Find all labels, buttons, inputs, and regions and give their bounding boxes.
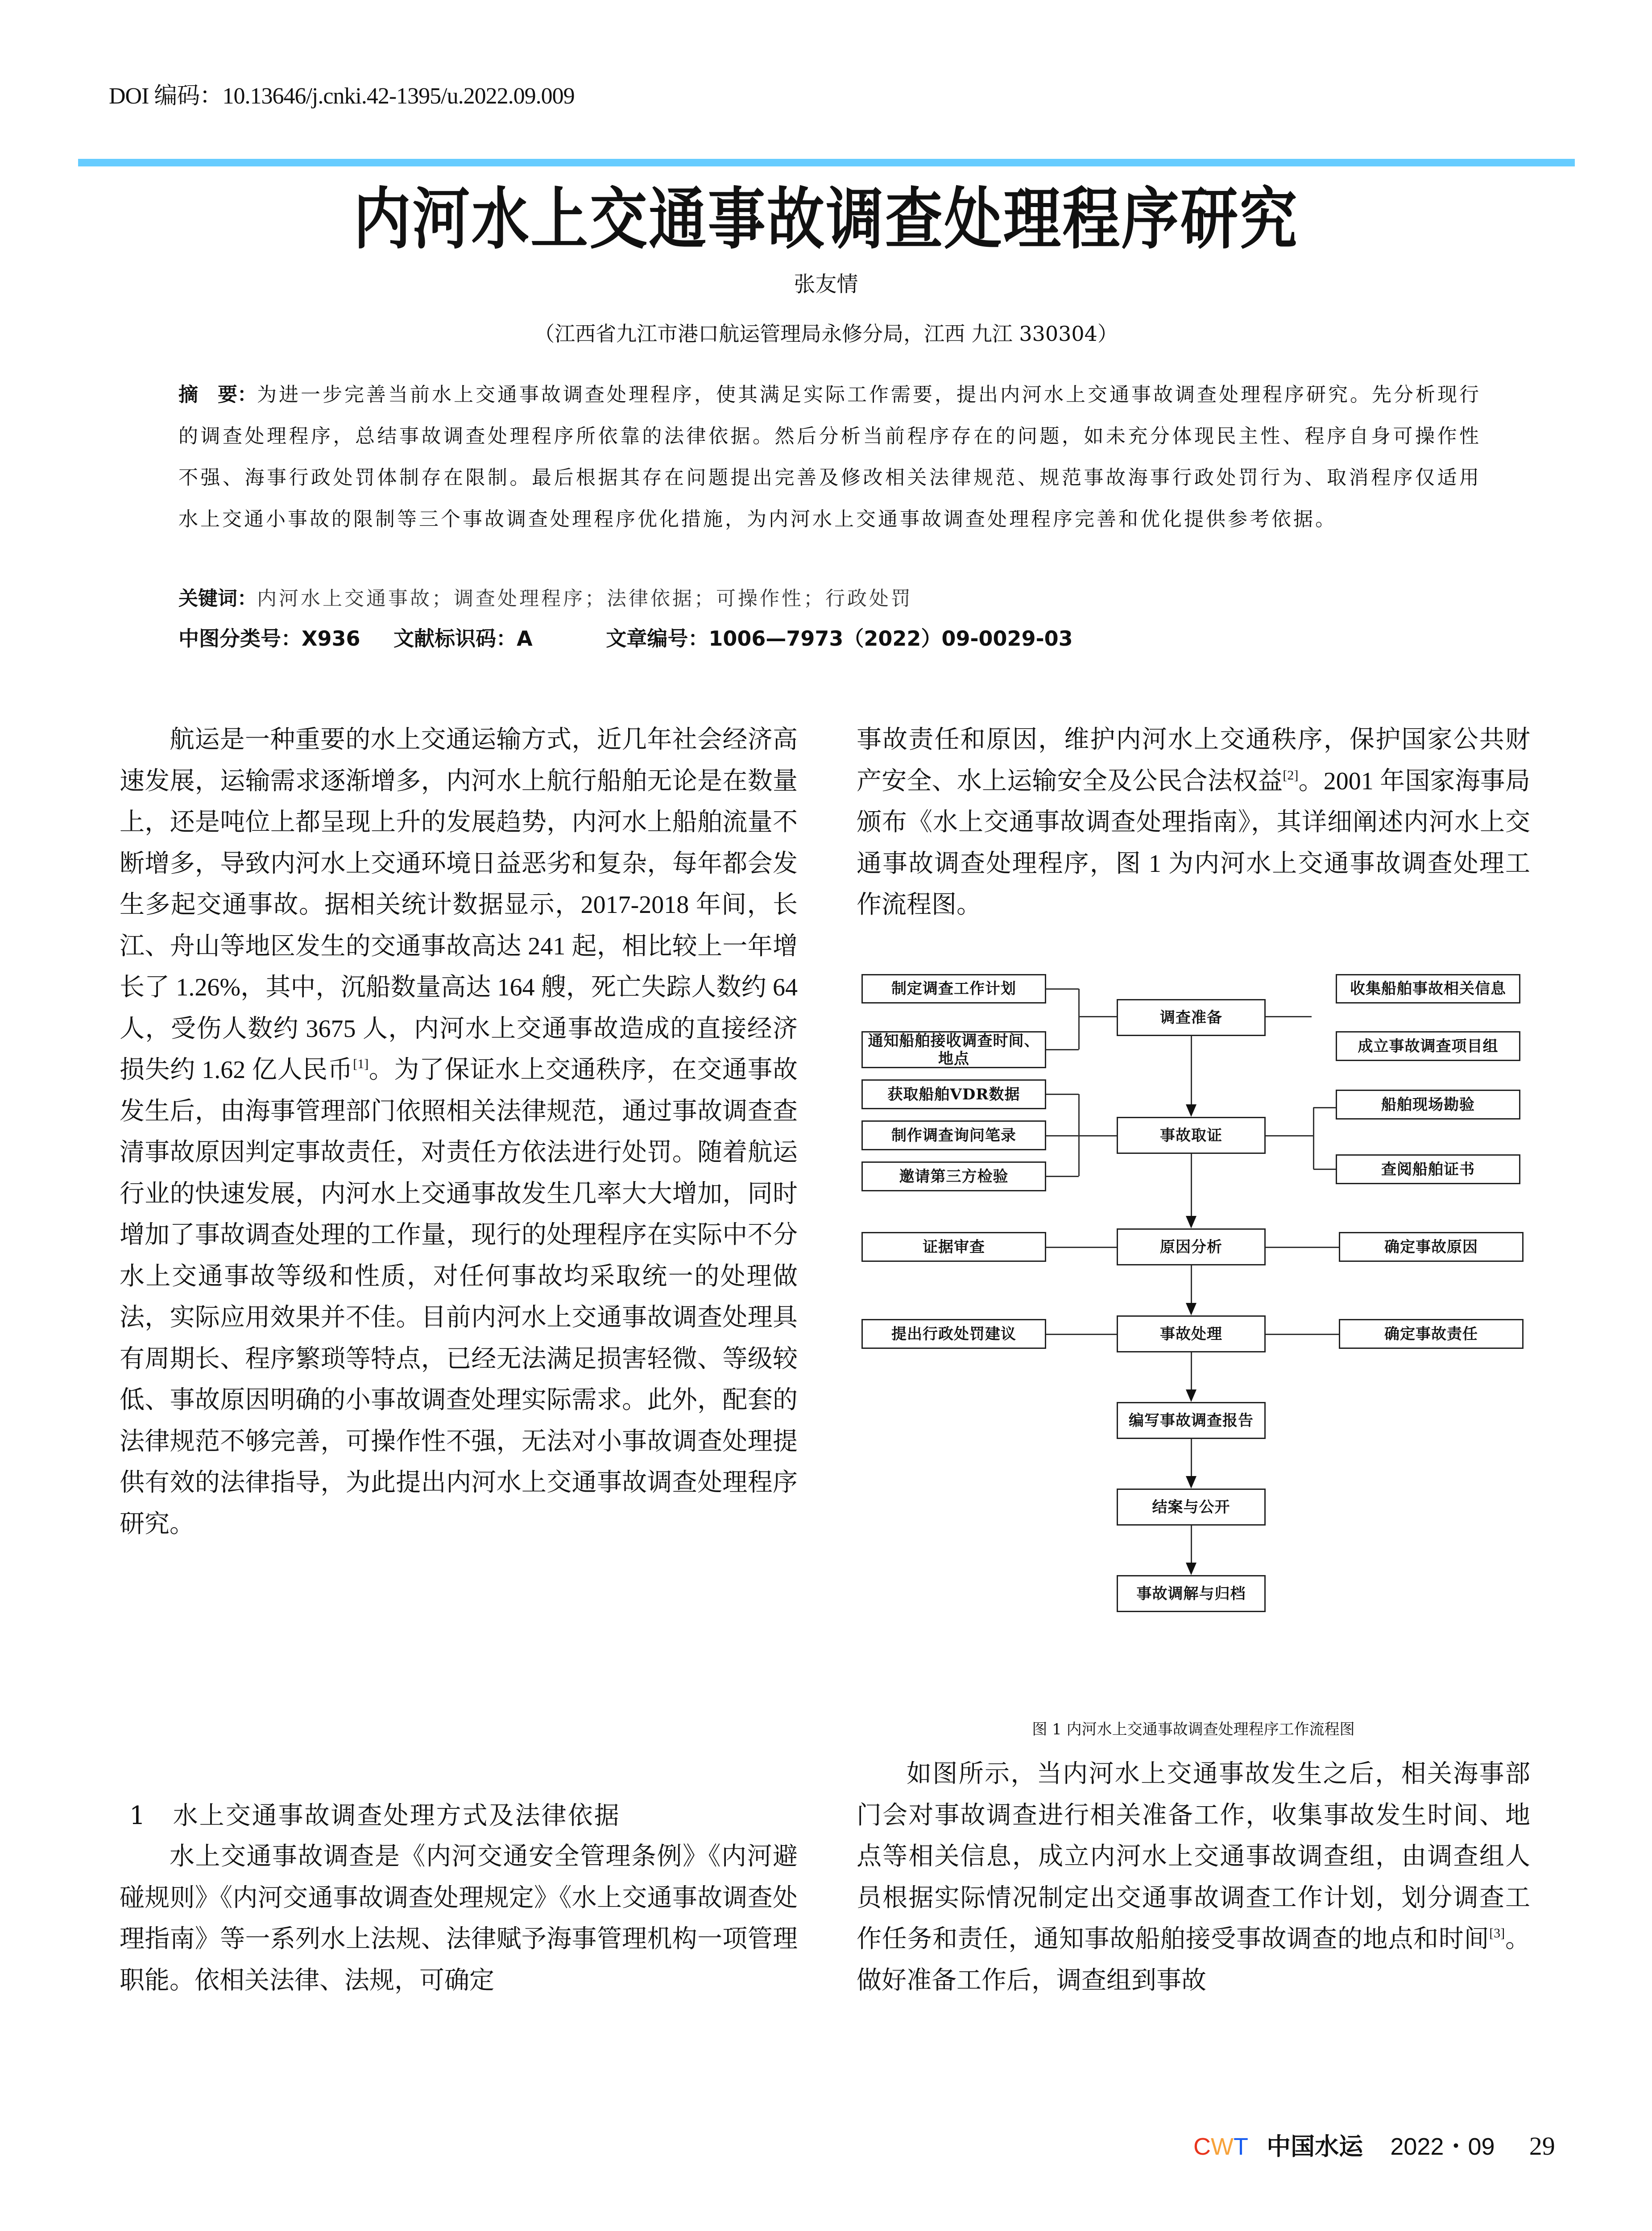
right-text-b: 。2001 年国家海事局颁布《水上交通事故调查处理指南》，其详细阐述内河水上交通事故调查处理程序，图 1 为内河水上交通事故调查处理工作流程图。 xyxy=(857,767,1531,919)
connector-line xyxy=(1266,1247,1339,1248)
flow-step-4: 事故处理 xyxy=(1117,1315,1266,1352)
handling-right: 确定事故责任 xyxy=(1339,1319,1524,1349)
connector-line xyxy=(1046,1049,1079,1050)
left-column-section1 xyxy=(120,1836,798,2001)
flow-step-7: 事故调解与归档 xyxy=(1117,1575,1266,1612)
connector-line xyxy=(1079,1016,1117,1017)
doi-value[interactable]: 10.13646/j.cnki.42-1395/u.2022.09.009 xyxy=(222,83,575,109)
flow-step-5: 编写事故调查报告 xyxy=(1117,1402,1266,1439)
flow-step-2: 事故取证 xyxy=(1117,1117,1266,1154)
magazine-name: 中国水运 xyxy=(1267,2132,1363,2161)
analysis-right: 确定事故原因 xyxy=(1339,1232,1524,1262)
evidence-left-2: 制作调查询问笔录 xyxy=(861,1120,1046,1150)
intro-text: 航运是一种重要的水上交通运输方式，近几年社会经济高速发展，运输需求逐渐增多，内河水上航行船舶无论是在数量上，还是吨位上都呈现上升的发展趋势，内河水上船舶流量不断增多，导致内河水上交通环境日益恶劣和复杂，每年都会发生多起交通事故。据相关统计数据显示，2017-2018 年间，长江、舟山等地区发生的交通事故高达 241 起，相比较上一年增长了 1.26%，其中，沉船数量高达 164 艘，死亡失踪人数约 64 人，受伤人数约 3675 人，内河水上交通事故造成的直接经济损失约 1.62 亿人民币 xyxy=(120,726,798,1084)
keywords-text: 内河水上交通事故；调查处理程序；法律依据；可操作性；行政处罚 xyxy=(257,587,913,610)
connector-line xyxy=(1046,1094,1079,1095)
abstract-label: 摘 要： xyxy=(178,383,257,406)
prep-right-1: 收集船舶事故相关信息 xyxy=(1336,974,1520,1004)
logo-letter-w: W xyxy=(1211,2133,1234,2160)
keywords-label: 关键词： xyxy=(178,587,257,610)
doc-code-label: 文献标识码： xyxy=(393,626,517,651)
logo-letter-t: T xyxy=(1233,2133,1248,2160)
after-fig-text-b: 。做好准备工作后，调查组到事故 xyxy=(857,1925,1531,1995)
section1-paragraph: 水上交通事故调查是《内河交通安全管理条例》《内河避碰规则》《内河交通事故调查处理规定》《水上交通事故调查处理指南》等一系列水上法规、法律赋予海事管理机构一项管理职能。依相关法律、法规，可确定 xyxy=(120,1843,798,1995)
connector-line xyxy=(1313,1169,1336,1170)
flow-step-3: 原因分析 xyxy=(1117,1228,1266,1265)
classification-line xyxy=(178,622,1100,652)
right-column-top xyxy=(857,719,1530,926)
arrow-down-icon xyxy=(1186,1563,1197,1575)
prep-right-2: 成立事故调查项目组 xyxy=(1336,1031,1520,1061)
connector-line xyxy=(1046,1135,1117,1136)
arrow-down-icon xyxy=(1186,1476,1197,1489)
clc-value: X936 xyxy=(302,626,360,651)
arrow-down-icon xyxy=(1186,1389,1197,1402)
doi-line xyxy=(109,77,575,110)
connector-line xyxy=(1266,1016,1312,1017)
connector-line xyxy=(1078,989,1080,1049)
clc-code xyxy=(178,626,360,651)
logo-letter-c: C xyxy=(1193,2133,1211,2160)
flow-line xyxy=(1191,1462,1192,1477)
connector-line xyxy=(1046,1247,1117,1248)
flow-line xyxy=(1191,1289,1192,1304)
flow-line xyxy=(1191,1548,1192,1563)
connector-line xyxy=(1266,1334,1339,1335)
abstract-text: 为进一步完善当前水上交通事故调查处理程序，使其满足实际工作需要，提出内河水上交通事故调查处理程序研究。先分析现行的调查处理程序，总结事故调查处理程序所依靠的法律依据。然后分析当前程序存在的问题，如未充分体现民主性、程序自身可操作性不强、海事行政处罚体制存在限制。最后根据其存在问题提出完善及修改相关法律规范、规范事故海事行政处罚行为、取消程序仅适用水上交通小事故的限制等三个事故调查处理程序优化措施，为内河水上交通事故调查处理程序完善和优化提供参考依据。 xyxy=(178,383,1481,531)
doi-label: DOI 编码： xyxy=(109,83,223,109)
flow-line xyxy=(1191,1090,1192,1105)
intro-text-cont: 。为了保证水上交通秩序，在交通事故发生后，由海事管理部门依照相关法律规范，通过事故调查查清事故原因判定事故责任，对责任方依法进行处罚。随着航运行业的快速发展，内河水上交通事故发生几率大大增加，同时增加了事故调查处理的工作量，现行的处理程序在实际中不分水上交通事故等级和性质，对任何事故均采取统一的处理做法，实际应用效果并不佳。目前内河水上交通事故调查处理具有周期长、程序繁琐等特点，已经无法满足损害轻微、等级较低、事故原因明确的小事故调查处理实际需求。此外，配套的法律规范不够完善，可操作性不强，无法对小事故调查处理提供有效的法律指导，为此提出内河水上交通事故调查处理程序研究。 xyxy=(120,1056,798,1538)
citation-3[interactable]: [3] xyxy=(1489,1926,1505,1941)
right-paragraph-top xyxy=(857,719,1530,926)
evidence-left-3: 邀请第三方检验 xyxy=(861,1161,1046,1191)
arrow-down-icon xyxy=(1186,1303,1197,1315)
analysis-left: 证据审查 xyxy=(861,1232,1046,1262)
connector-line xyxy=(1266,1135,1313,1136)
issue-date: 2022・09 xyxy=(1390,2133,1495,2160)
right-column-bottom xyxy=(857,1754,1530,2001)
author-affiliation: （江西省九江市港口航运管理局永修分局，江西 九江 330304） xyxy=(534,322,1118,346)
flow-step-1: 调查准备 xyxy=(1117,999,1266,1036)
after-figure-paragraph xyxy=(857,1754,1530,2001)
figure-caption: 图 1 内河水上交通事故调查处理程序工作流程图 xyxy=(1032,1721,1355,1738)
citation-1[interactable]: [1] xyxy=(353,1057,369,1071)
right-text-a: 事故责任和原因，维护内河水上交通秩序，保护国家公共财产安全、水上运输安全及公民合法权益 xyxy=(857,726,1530,795)
cwt-logo xyxy=(1193,2133,1248,2160)
left-column-intro xyxy=(120,719,798,1545)
abstract xyxy=(178,374,1481,540)
prep-left-2: 通知船舶接收调查时间、地点 xyxy=(861,1031,1046,1068)
connector-line xyxy=(1046,1334,1117,1335)
intro-paragraph xyxy=(120,719,798,1545)
arrow-down-icon xyxy=(1186,1216,1197,1228)
article-number xyxy=(606,626,1072,651)
evidence-left-1: 获取船舶VDR数据 xyxy=(861,1079,1046,1109)
article-number-label: 文章编号： xyxy=(606,626,709,651)
doc-code xyxy=(393,626,533,651)
keywords xyxy=(178,582,913,611)
flow-line xyxy=(1191,1375,1192,1390)
handling-left: 提出行政处罚建议 xyxy=(861,1319,1046,1349)
prep-left-1: 制定调查工作计划 xyxy=(861,974,1046,1004)
citation-2[interactable]: [2] xyxy=(1283,767,1299,783)
arrow-down-icon xyxy=(1186,1104,1197,1117)
doc-code-value: A xyxy=(517,626,533,651)
connector-line xyxy=(1046,988,1079,990)
page-footer xyxy=(1193,2127,1555,2162)
article-title: 内河水上交通事故调查处理程序研究 xyxy=(353,180,1299,258)
article-number-value: 1006—7973（2022）09-0029-03 xyxy=(708,626,1073,651)
evidence-right-2: 查阅船舶证书 xyxy=(1336,1154,1520,1184)
after-fig-text-a: 如图所示，当内河水上交通事故发生之后，相关海事部门会对事故调查进行相关准备工作，收集事故发生时间、地点等相关信息，成立内河水上交通事故调查组，由调查组人员根据实际情况制定出交通事故调查工作计划，划分调查工作任务和责任，通知事故船舶接受事故调查的地点和时间 xyxy=(857,1760,1530,1953)
flowchart xyxy=(848,959,1544,1713)
flow-line xyxy=(1191,1202,1192,1217)
author-name: 张友情 xyxy=(794,272,858,297)
page-number: 29 xyxy=(1529,2131,1555,2161)
evidence-right-1: 船舶现场勘验 xyxy=(1336,1090,1520,1120)
clc-label: 中图分类号： xyxy=(178,626,302,651)
connector-line xyxy=(1313,1107,1314,1169)
connector-line xyxy=(1046,1176,1079,1177)
connector-line xyxy=(1313,1107,1336,1108)
flow-step-6: 结案与公开 xyxy=(1117,1489,1266,1526)
section-1-heading: 1 水上交通事故调查处理方式及法律依据 xyxy=(129,1801,621,1830)
